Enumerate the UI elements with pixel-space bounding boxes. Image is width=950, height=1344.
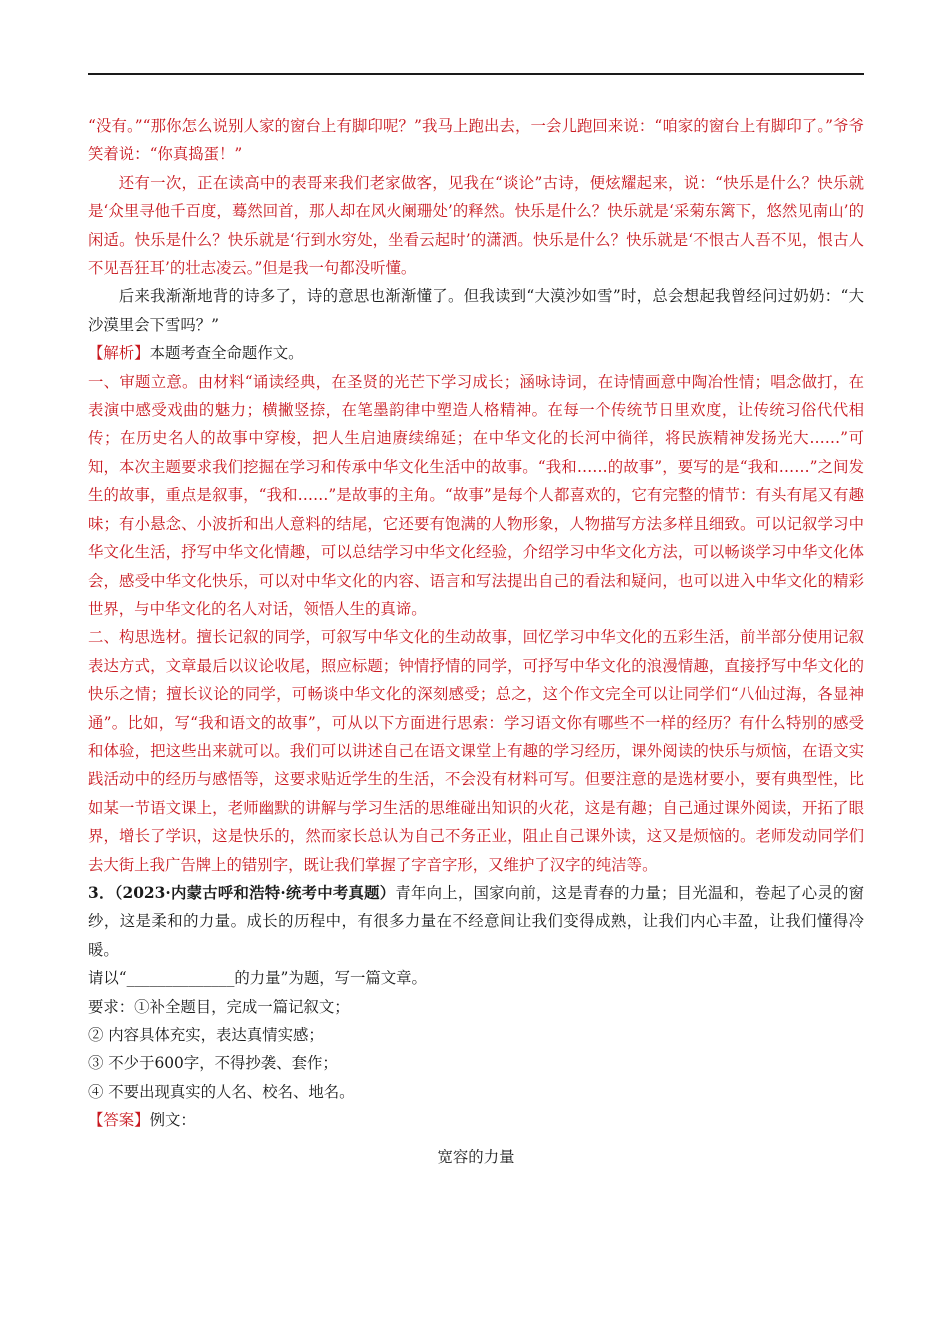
requirement-1: 要求：①补全题目，完成一篇记叙文； bbox=[88, 997, 350, 1016]
document-body bbox=[88, 112, 864, 1171]
story-paragraph-3: 后来我渐渐地背的诗多了，诗的意思也渐渐懂了。但我读到“大漠沙如雪”时，总会想起我曾经问过奶奶：“大沙漠里会下雪吗？” bbox=[88, 287, 864, 334]
story-paragraph-2: 还有一次，正在读高中的表哥来我们老家做客，见我在“谈论”古诗，便炫耀起来，说：“快乐是什么？快乐就是‘众里寻他千百度，蓦然回首，那人却在风火阑珊处’的释然。快乐是什么？快乐就是‘采菊东篱下，悠然见南山’的闲适。快乐是什么？快乐就是‘行到水穷处，坐看云起时’的潇洒。快乐是什么？快乐就是‘不恨古人吾不见，恨古人不见吾狂耳’的壮志凌云。”但是我一句都没听懂。 bbox=[88, 173, 864, 278]
question-3 bbox=[88, 879, 864, 964]
essay-title: 宽容的力量 bbox=[437, 1147, 515, 1166]
requirement-3: ③ 不少于600字，不得抄袭、套作； bbox=[88, 1054, 338, 1073]
requirement-4: ④ 不要出现真实的人名、校名、地名。 bbox=[88, 1082, 355, 1101]
answer-heading bbox=[88, 1106, 864, 1134]
analysis-point-1: 一、审题立意。由材料“诵读经典，在圣贤的光芒下学习成长；涵咏诗词，在诗情画意中陶冶性情；唱念做打，在表演中感受戏曲的魅力；横撇竖捺，在笔墨韵律中塑造人格精神。在每一个传统节日里欢度，让传统习俗代代相传；在历史名人的故事中穿梭，把人生启迪赓续绵延；在中华文化的长河中徜徉，将民族精神发扬光大……”可知，本次主题要求我们挖掘在学习和传承中华文化生活中的故事。“我和……的故事”，要写的是“我和……”之间发生的故事，重点是叙事，“我和……”是故事的主角。“故事”是每个人都喜欢的，它有完整的情节：有头有尾又有趣味；有小悬念、小波折和出人意料的结尾，它还要有饱满的人物形象，人物描写方法多样且细致。可以记叙学习中华文化生活，抒写中华文化情趣，可以总结学习中华文化经验，介绍学习中华文化方法，可以畅谈学习中华文化体会，感受中华文化快乐，可以对中华文化的内容、语言和写法提出自己的看法和疑问，也可以进入中华文化的精彩世界，与中华文化的名人对话，领悟人生的真谛。 bbox=[88, 372, 864, 618]
analysis-point-2: 二、构思选材。擅长记叙的同学，可叙写中华文化的生动故事，回忆学习中华文化的五彩生活，前半部分使用记叙表达方式，文章最后以议论收尾，照应标题；钟情抒情的同学，可抒写中华文化的浪漫情趣，直接抒写中华文化的快乐之情；擅长议论的同学，可畅谈中华文化的深刻感受；总之，这个作文完全可以让同学们“八仙过海，各显神通”。比如，写“我和语文的故事”，可从以下方面进行思索：学习语文你有哪些不一样的经历？有什么特别的感受和体验，把这些出来就可以。我们可以讲述自己在语文课堂上有趣的学习经历，课外阅读的快乐与烦恼，在语文实践活动中的经历与感悟等，这要求贴近学生的生活，不会没有材料可写。但要注意的是选材要小，要有典型性，比如某一节语文课上，老师幽默的讲解与学习生活的思维碰出知识的火花，这是有趣；自己通过课外阅读，开拓了眼界，增长了学识，这是快乐的，然而家长总认为自己不务正业，阻止自己课外读，这又是烦恼的。老师发动同学们去大街上我广告牌上的错别字，既让我们掌握了字音字形，又维护了汉字的纯洁等。 bbox=[88, 628, 864, 874]
question-source: （2023·内蒙古呼和浩特·统考中考真题） bbox=[114, 883, 396, 902]
story-paragraph-1: “没有。”“那你怎么说别人家的窗台上有脚印呢？”我马上跑出去，一会儿跑回来说：“咱家的窗台上有脚印了。”爷爷笑着说：“你真捣蛋！” bbox=[88, 117, 864, 164]
header-rule bbox=[88, 73, 864, 75]
question-number: 3． bbox=[88, 883, 115, 902]
analysis-heading bbox=[88, 339, 864, 367]
answer-label: 【答案】 bbox=[88, 1111, 150, 1130]
question-instruction: 请以“______________的力量”为题，写一篇文章。 bbox=[88, 969, 427, 988]
question-prompt: 青年向上，国家向前，这是青春的力量；目光温和，卷起了心灵的窗纱，这是柔和的力量。成长的历程中，有很多力量在不经意间让我们变得成熟，让我们内心丰盈，让我们懂得冷暖。 bbox=[88, 883, 864, 959]
requirement-2: ② 内容具体充实，表达真情实感； bbox=[88, 1026, 324, 1044]
analysis-intro: 本题考查全命题作文。 bbox=[149, 344, 304, 363]
answer-text: 例文： bbox=[149, 1111, 196, 1130]
analysis-label: 【解析】 bbox=[88, 344, 150, 363]
